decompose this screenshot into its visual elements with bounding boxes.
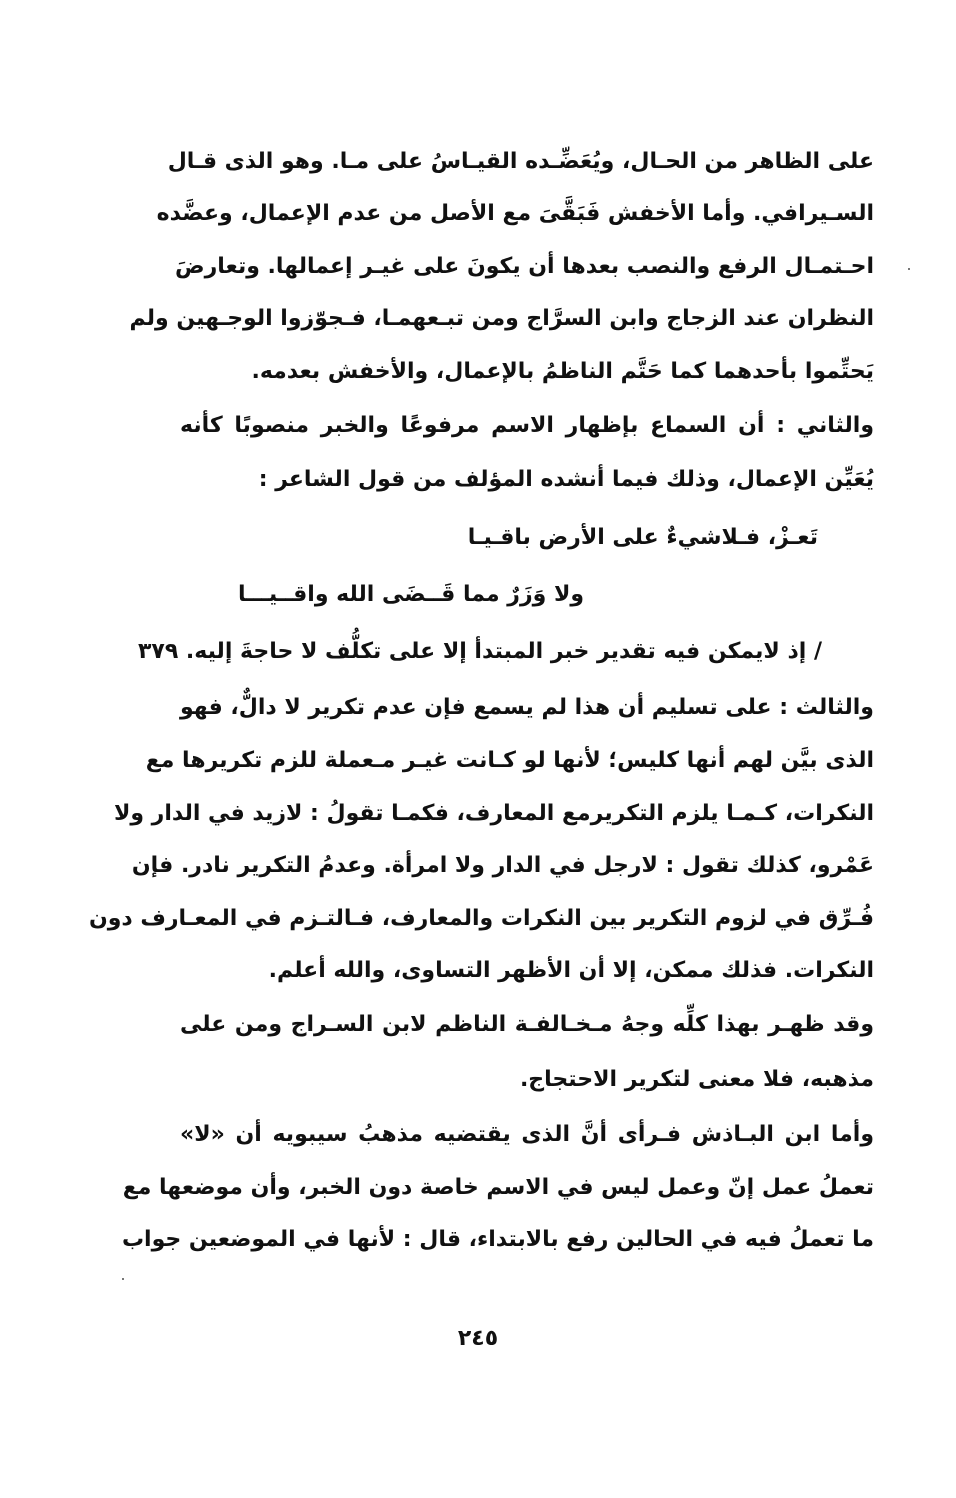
text-line-16: النكرات. فذلك ممكن، إلا أن الأظهر التساوى، والله أعلم.: [268, 958, 874, 983]
text-line-20: تعملُ عمل إنّ وعمل ليس في الاسم خاصة دون الخبر، وأن موضعها مع: [122, 1175, 874, 1200]
text-line-13: النكرات، كـمـا يلزم التكريرمع المعارف، فكمـا تقولُ : لازيد في الدار ولا: [113, 801, 874, 826]
margin-note: ٣٧٩: [138, 639, 179, 664]
verse-line-2: ولا وَزَرٌ مما قَــضَى الله واقــيـــا: [238, 582, 584, 607]
text-line-2: السـيرافي. وأما الأخفش فَبَقَّىَ مع الأصل من عدم الإعمال، وعضَّده: [156, 201, 874, 226]
text-line-10: / إذ لايمكن فيه تقدير خبر المبتدأ إلا على تكلُّف لا حاجةَ إليه.: [185, 639, 822, 664]
text-line-4: النظران عند الزجاج وابن السرَّاج ومن تبـعهمـا، فـجوّزوا الوجـهين ولم: [129, 306, 874, 331]
text-line-17: وقد ظهـر بهذا كلِّه وجهُ مـخـالفـة الناظم لابن السـراج ومن على: [180, 1012, 874, 1037]
text-line-3: احـتمـال الرفع والنصب بعدها أن يكونَ على غيـر إعمالها. وتعارضَ: [175, 254, 874, 279]
text-line-7: يُعَيِّن الإعمال، وذلك فيما أنشده المؤلف من قول الشاعر :: [258, 467, 874, 492]
text-line-11: والثالث : على تسليم أن هذا لم يسمع فإن عدم تكرير لا دالٌّ، فهو: [180, 695, 874, 720]
text-line-6: والثاني : أن السماع بإظهار الاسم مرفوعًا والخبر منصوبًا كأنه: [180, 413, 874, 438]
text-line-14: عَمْرو، كذلك تقول : لارجل في الدار ولا امرأة. وعدمُ التكرير نادر. فإن: [131, 853, 874, 878]
text-line-15: فُـرِّق في لزوم التكرير بين النكرات والمعارف، فـالتـزم في المعـارف دون: [88, 906, 874, 931]
scan-speck: [908, 268, 910, 270]
text-line-1: على الظاهر من الحـال، ويُعَضِّـده القيـاسُ على مـا. وهو الذى قـال: [167, 149, 874, 174]
text-line-18: مذهبه، فلا معنى لتكرير الاحتجاج.: [519, 1067, 874, 1092]
scan-speck: [122, 1278, 124, 1280]
page-number: ٢٤٥: [457, 1326, 499, 1351]
text-line-12: الذى بيَّن لهم أنها كليس؛ لأنها لو كـانت غيـر مـعملة للزم تكريرها مع: [145, 748, 874, 773]
verse-line-1: تَعـزْ، فـلاشيءٌ على الأرض باقـيـا: [467, 525, 818, 550]
text-line-21: ما تعملُ فيه في الحالين رفع بالابتداء، قال : لأنها في الموضعين جواب: [121, 1227, 874, 1252]
text-line-5: يَحتِّموا بأحدهما كما حَتَّم الناظمُ بالإعمال، والأخفش بعدمه.: [251, 359, 874, 384]
text-line-19: وأما ابن البـاذش فـرأى أنَّ الذى يقتضيه مذهبُ سيبويه أن «لا»: [180, 1122, 874, 1147]
